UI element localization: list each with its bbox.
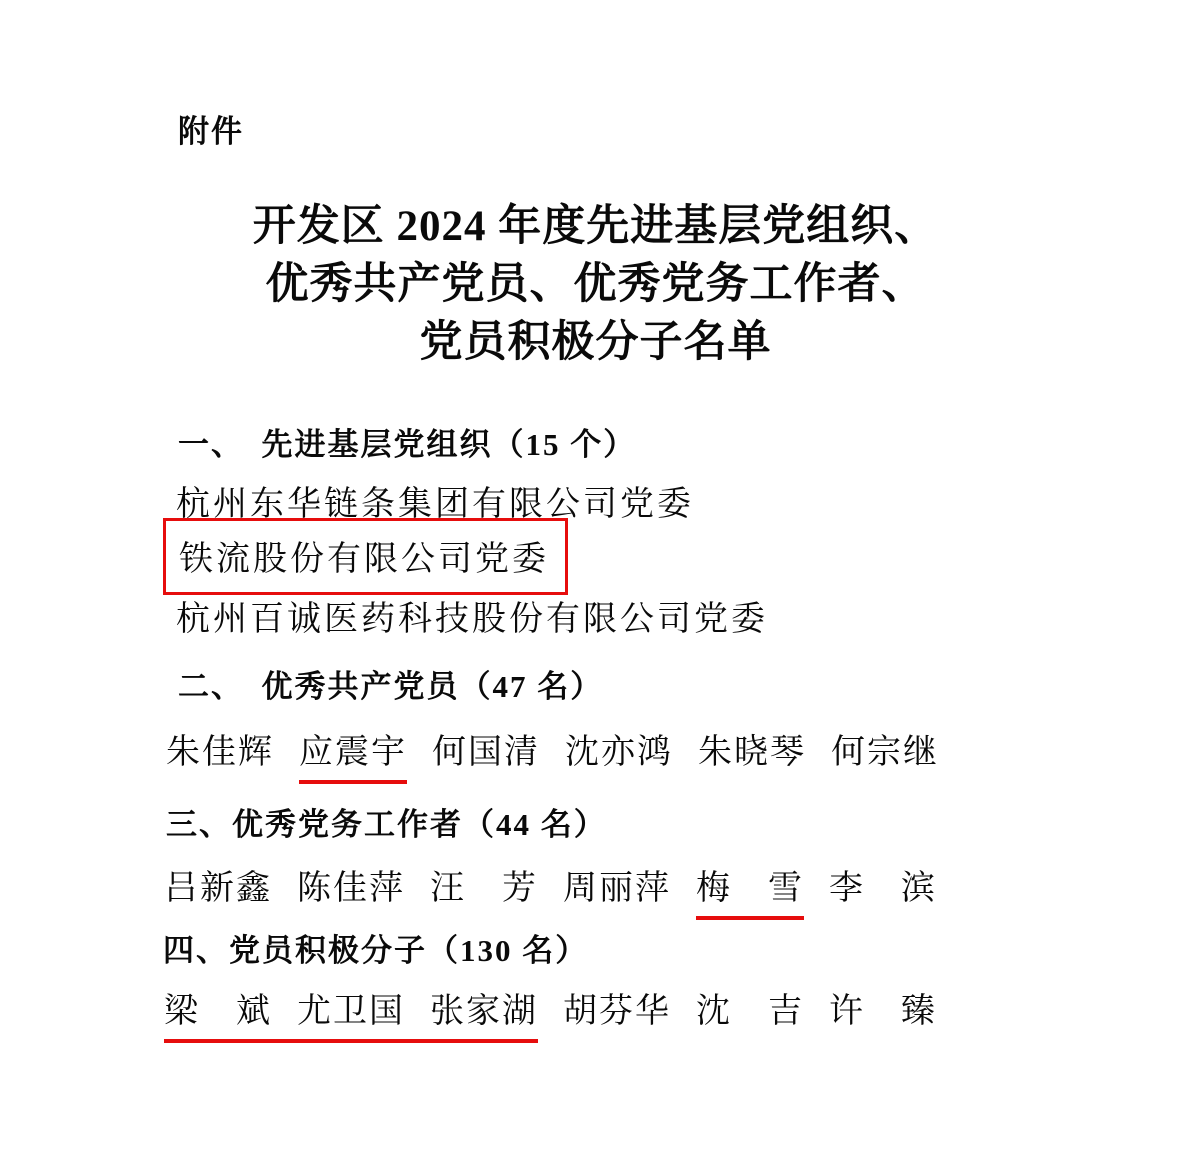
section-3-heading: 三、优秀党务工作者（44 名） [166,807,607,842]
title-line-3: 党员积极分子名单 [419,319,772,366]
awardee-name: 张家湖 [430,993,538,1030]
awardee-name: 许 臻 [829,993,937,1030]
awardee-name: 梁 斌 [164,993,272,1030]
section-3-name-row [164,860,937,920]
awardee-name: 周丽萍 [563,870,671,907]
red-underline [164,983,538,1043]
awardee-name: 梅 雪 [696,870,804,907]
section-2-heading: 二、 优秀共产党员（47 名） [178,669,604,704]
awardee-name: 何国清 [432,734,540,771]
org-item: 杭州百诚医药科技股份有限公司党委 [176,601,768,638]
awardee-name: 应震宇 [299,734,407,771]
document-title [0,198,1191,372]
awardee-name: 李 滨 [829,870,937,907]
awardee-name: 朱晓琴 [698,734,806,771]
attachment-label: 附件 [178,114,244,149]
awardee-name: 陈佳萍 [297,870,405,907]
awardee-name: 尤卫国 [297,993,405,1030]
awardee-name: 沈 吉 [696,993,804,1030]
section-4-heading: 四、党员积极分子（130 名） [163,933,589,968]
title-line-2: 优秀共产党员、优秀党务工作者、 [265,261,926,308]
awardee-name: 吕新鑫 [164,870,272,907]
red-highlight-box [163,518,568,595]
red-underline [696,860,804,920]
awardee-name: 汪 芳 [430,870,538,907]
awardee-name: 朱佳辉 [166,734,274,771]
awardee-name: 胡芬华 [563,993,671,1030]
org-item: 铁流股份有限公司党委 [179,541,549,578]
section-4-name-row [164,983,937,1043]
section-1-heading: 一、 先进基层党组织（15 个） [178,427,637,462]
awardee-name: 沈亦鸿 [565,734,673,771]
title-line-1: 开发区 2024 年度先进基层党组织、 [252,203,939,250]
section-2-name-row [166,724,939,784]
awardee-name: 何宗继 [831,734,939,771]
org-item: 杭州东华链条集团有限公司党委 [176,486,694,523]
red-underline [299,724,407,784]
